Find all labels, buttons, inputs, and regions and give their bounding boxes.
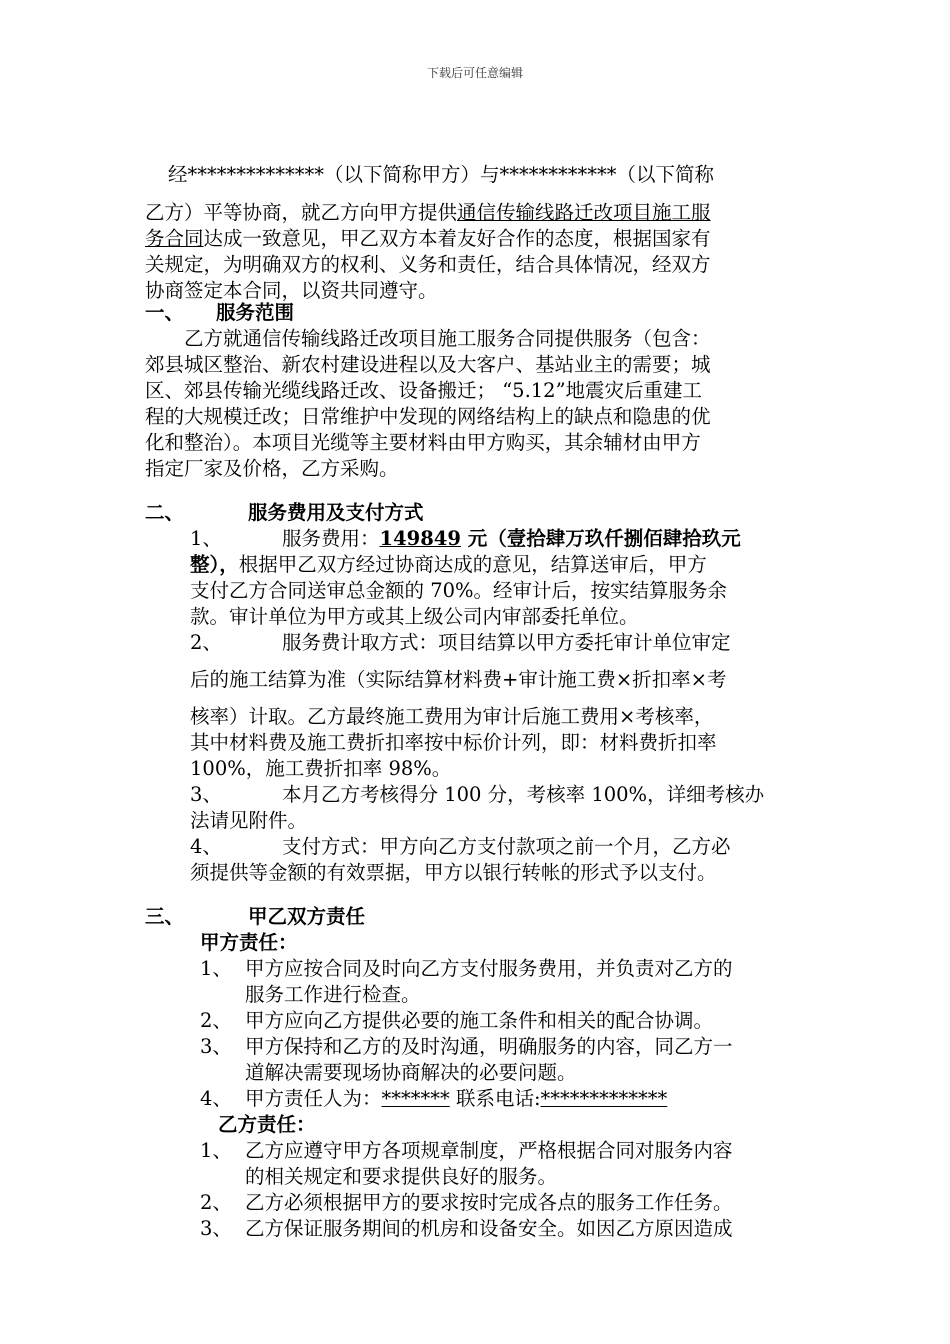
item-a-3-number: 3、 (200, 1035, 232, 1058)
contact-phone: ************* (540, 1087, 668, 1110)
party-b-duties-title: 乙方责任： (218, 1113, 316, 1136)
section-1-line-5: 化和整治）。本项目光缆等主要材料由甲方购买，其余辅材由甲方 (145, 431, 701, 454)
item-a-1-line-1: 甲方应按合同及时向乙方支付服务费用，并负责对乙方的 (245, 957, 733, 980)
fee-amount: 149849 (379, 527, 461, 550)
section-2-title: 服务费用及支付方式 (248, 501, 424, 524)
item-a-2-number: 2、 (200, 1009, 232, 1032)
intro-line-1: 经**************（以下简称甲方）与************（以下简称 (168, 163, 715, 186)
item-2-3-number: 3、 (190, 783, 222, 806)
item-2-4-line-1: 支付方式：甲方向乙方支付款项之前一个月，乙方必 (282, 835, 731, 858)
item-a-3-line-1: 甲方保持和乙方的及时沟通，明确服务的内容，同乙方一 (245, 1035, 733, 1058)
section-3-title: 甲乙双方责任 (248, 905, 366, 928)
item-a-1-number: 1、 (200, 957, 232, 980)
intro-line-5: 协商签定本合同，以资共同遵守。 (145, 279, 438, 302)
intro-line-4: 关规定，为明确双方的权利、义务和责任，结合具体情况，经双方 (145, 253, 711, 276)
item-b-3-number: 3、 (200, 1217, 232, 1240)
item-b-1-line-1: 乙方应遵守甲方各项规章制度，严格根据合同对服务内容 (245, 1139, 733, 1162)
item-a-3-line-2: 道解决需要现场协商解决的必要问题。 (245, 1061, 577, 1084)
contract-title-link-2: 务合同 (145, 227, 204, 250)
responsible-person: ******* (381, 1087, 450, 1110)
party-a-duties-title: 甲方责任： (200, 931, 298, 954)
item-2-2-line-5: 100%，施工费折扣率 98%。 (190, 757, 452, 780)
section-1-line-1: 乙方就通信传输线路迁改项目施工服务合同提供服务（包含： (184, 327, 711, 350)
item-2-1-number: 1、 (190, 527, 222, 550)
item-2-3-line-1: 本月乙方考核得分 100 分，考核率 100%，详细考核办 (282, 783, 765, 806)
item-b-2-line-1: 乙方必须根据甲方的要求按时完成各点的服务工作任务。 (245, 1191, 733, 1214)
section-2-number: 二、 (145, 501, 185, 524)
contract-title-link-1: 通信传输线路迁改项目施工服 (457, 201, 711, 224)
item-2-1-line-3: 支付乙方合同送审总金额的 70%。经审计后，按实结算服务余 (190, 579, 728, 602)
item-b-3-line-1: 乙方保证服务期间的机房和设备安全。如因乙方原因造成 (245, 1217, 733, 1240)
item-a-2-line-1: 甲方应向乙方提供必要的施工条件和相关的配合协调。 (245, 1009, 714, 1032)
page-header: 下载后可任意编辑 (426, 66, 523, 80)
item-b-1-number: 1、 (200, 1139, 232, 1162)
item-2-4-number: 4、 (190, 835, 222, 858)
section-1-line-6: 指定厂家及价格，乙方采购。 (145, 457, 399, 480)
item-2-2-line-4: 其中材料费及施工费折扣率按中标价计列，即：材料费折扣率 (190, 731, 717, 754)
item-a-4-number: 4、 (200, 1087, 232, 1110)
item-b-1-line-2: 的相关规定和要求提供良好的服务。 (245, 1165, 558, 1188)
item-2-2-line-3: 核率）计取。乙方最终施工费用为审计后施工费用×考核率， (190, 705, 714, 728)
section-1-number: 一、 (145, 301, 185, 324)
item-2-1-line-1: 服务费用：149849 元（壹拾肆万玖仟捌佰肆拾玖元 (282, 527, 741, 550)
section-1-line-4: 程的大规模迁改；日常维护中发现的网络结构上的缺点和隐患的优 (145, 405, 711, 428)
section-3-number: 三、 (145, 905, 185, 928)
item-2-1-line-4: 款。审计单位为甲方或其上级公司内审部委托单位。 (190, 605, 639, 628)
item-a-1-line-2: 服务工作进行检查。 (245, 983, 421, 1006)
intro-line-3: 务合同达成一致意见，甲乙双方本着友好合作的态度，根据国家有 (145, 227, 711, 250)
section-1-line-2: 郊县城区整治、新农村建设进程以及大客户、基站业主的需要；城 (145, 353, 711, 376)
item-2-2-line-1: 服务费计取方式：项目结算以甲方委托审计单位审定 (282, 631, 731, 654)
item-2-3-line-2: 法请见附件。 (190, 809, 308, 832)
item-2-4-line-2: 须提供等金额的有效票据，甲方以银行转帐的形式予以支付。 (190, 861, 717, 884)
item-2-1-line-2: 整），根据甲乙双方经过协商达成的意见，结算送审后，甲方 (190, 553, 707, 576)
item-b-2-number: 2、 (200, 1191, 232, 1214)
item-2-2-number: 2、 (190, 631, 222, 654)
item-a-4-line-1: 甲方责任人为：******* 联系电话:************* (245, 1087, 668, 1110)
section-1-title: 服务范围 (216, 301, 295, 324)
intro-line-2: 乙方）平等协商，就乙方向甲方提供通信传输线路迁改项目施工服 (145, 201, 711, 224)
section-1-line-3: 区、郊县传输光缆线路迁改、设备搬迁； “5.12”地震灾后重建工 (145, 379, 703, 402)
item-2-2-line-2: 后的施工结算为准（实际结算材料费+审计施工费×折扣率×考 (190, 668, 727, 691)
